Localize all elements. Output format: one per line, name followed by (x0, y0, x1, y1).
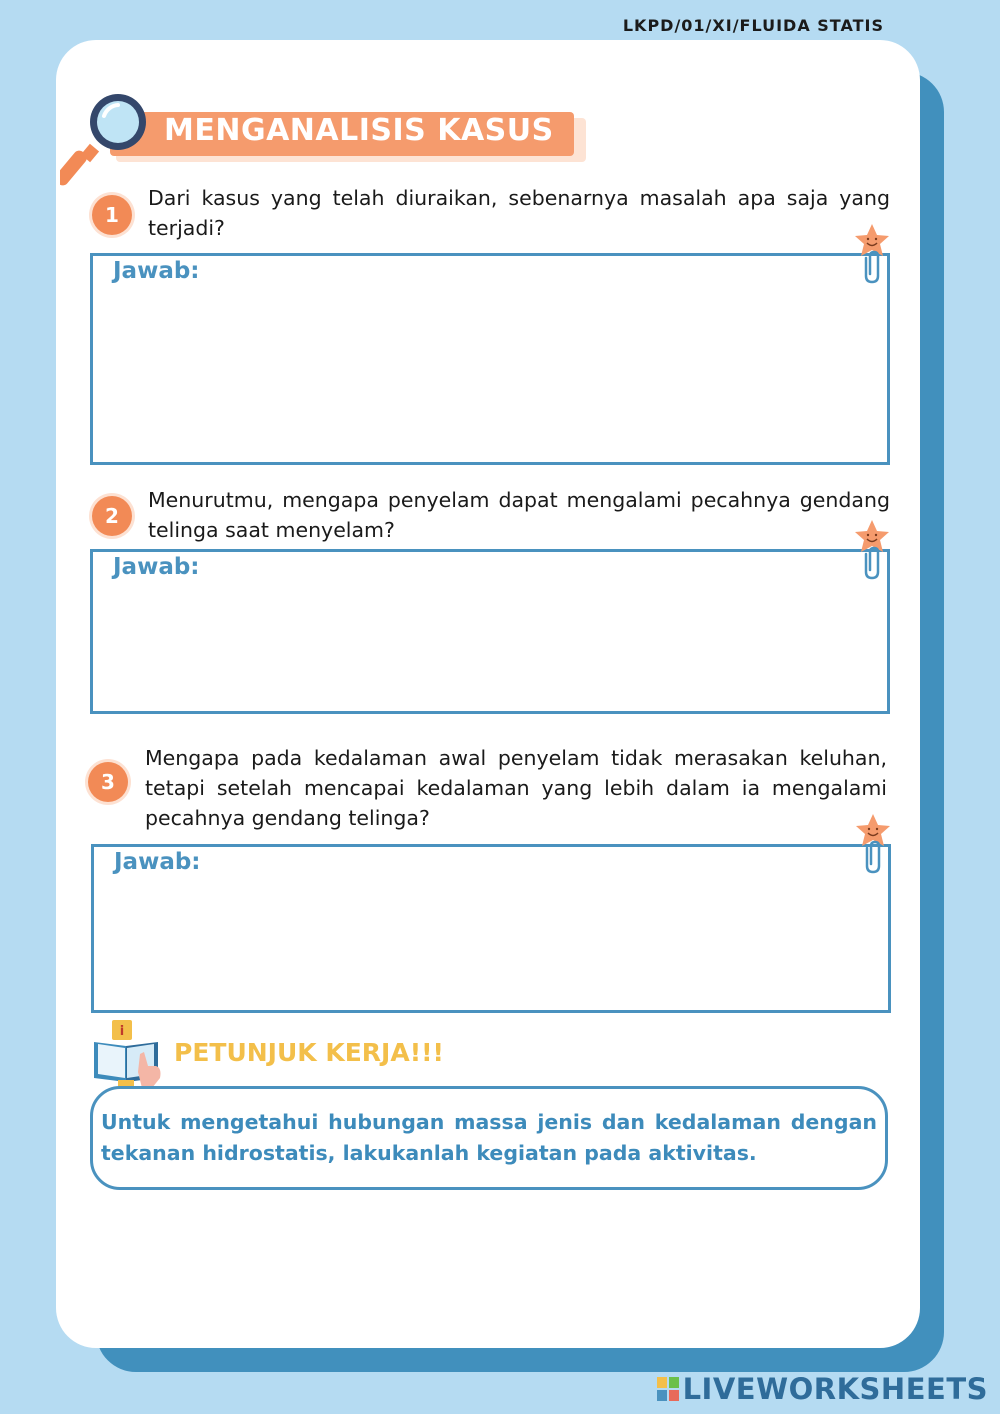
question-3-text: Mengapa pada kedalaman awal penyelam tidak merasakan keluhan, tetapi setelah mencapai kedalaman yang lebih dalam ia mengalami pecahnya gendang telinga? (145, 746, 887, 830)
question-1-text: Dari kasus yang telah diuraikan, sebenarnya masalah apa saja yang terjadi? (148, 186, 890, 240)
question-2-text: Menurutmu, mengapa penyelam dapat mengalami pecahnya gendang telinga saat menyelam? (148, 488, 890, 542)
section-title: MENGANALISIS KASUS (164, 113, 554, 148)
instructions-box (90, 1086, 888, 1190)
document-code: LKPD/01/XI/FLUIDA STATIS (622, 16, 884, 35)
answer-label-3: Jawab: (114, 849, 201, 875)
brand-name: LIVEWORKSHEETS (682, 1372, 988, 1406)
book-icon (90, 1018, 170, 1090)
answer-label-2: Jawab: (113, 554, 200, 580)
question-2-number: 2 (92, 496, 132, 536)
liveworksheets-logo-icon (657, 1377, 679, 1401)
answer-box-3[interactable] (91, 844, 891, 1013)
answer-box-2[interactable] (90, 549, 890, 714)
star-paperclip-icon (852, 222, 892, 284)
star-paperclip-icon (852, 518, 892, 580)
magnifier-icon (60, 88, 156, 188)
answer-box-1[interactable] (90, 253, 890, 465)
star-paperclip-icon (853, 812, 893, 874)
liveworksheets-brand[interactable] (657, 1372, 988, 1406)
question-1-number: 1 (92, 195, 132, 235)
question-3-number: 3 (88, 762, 128, 802)
instructions-text: Untuk mengetahui hubungan massa jenis dan kedalaman dengan tekanan hidrostatis, lakukanlah kegiatan pada aktivitas. (101, 1110, 877, 1165)
svg-text:i: i (119, 1024, 125, 1039)
answer-label-1: Jawab: (113, 258, 200, 284)
instructions-title: PETUNJUK KERJA!!! (174, 1038, 444, 1067)
